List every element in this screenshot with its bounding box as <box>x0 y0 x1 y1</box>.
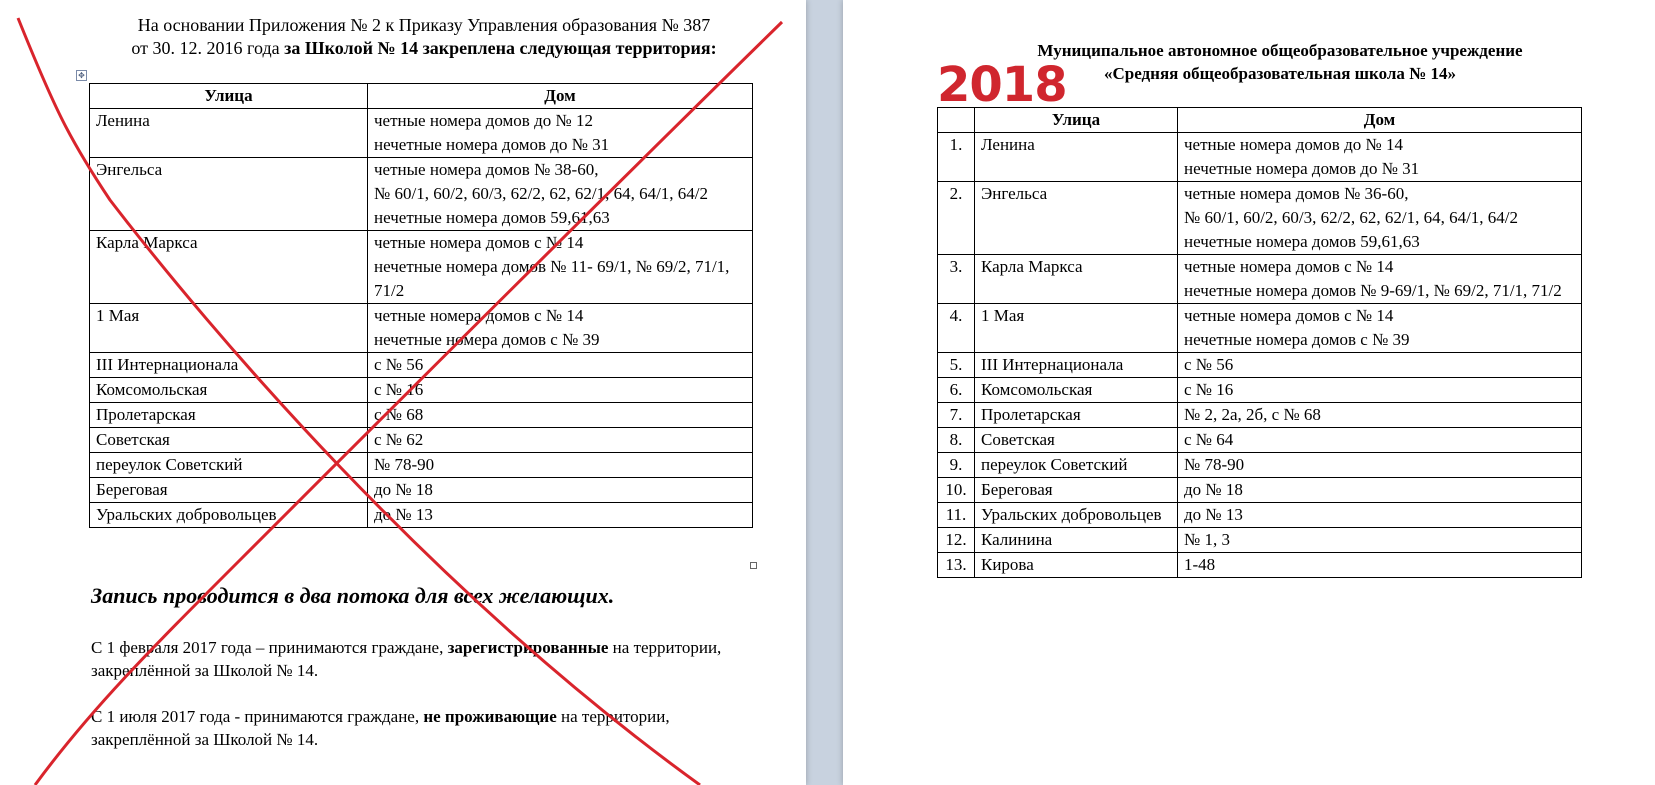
table-row <box>90 403 753 428</box>
para-2-text: С 1 июля 2017 года - принимаются граждане, <box>91 707 424 726</box>
house-line: № 1, 3 <box>1184 530 1230 549</box>
intro-line-1: На основании Приложения № 2 к Приказу Управления образования № 387 <box>137 15 711 35</box>
column-header-house: Дом <box>368 84 753 109</box>
table-row <box>90 428 753 453</box>
table-row <box>938 304 1582 353</box>
intro-line-2 <box>104 37 744 60</box>
house-cell <box>1178 304 1582 353</box>
table-row <box>90 478 753 503</box>
house-line: № 2, 2а, 2б, с № 68 <box>1184 405 1321 424</box>
row-number-cell: 11. <box>938 503 975 528</box>
house-cell <box>1178 182 1582 255</box>
para-1-text: С 1 февраля 2017 года – принимаются граждане, <box>91 638 448 657</box>
street-cell: Калинина <box>975 528 1178 553</box>
house-cell <box>1178 478 1582 503</box>
school-title-line-2: «Средняя общеобразовательная школа № 14» <box>1104 64 1456 83</box>
table-row <box>938 378 1582 403</box>
street-cell: Береговая <box>975 478 1178 503</box>
house-cell <box>1178 503 1582 528</box>
house-cell <box>1178 528 1582 553</box>
street-cell: Карла Маркса <box>975 255 1178 304</box>
old-territory-table <box>89 83 753 528</box>
intro-line-2-bold: за Школой № 14 закреплена следующая территория: <box>284 38 717 58</box>
house-line: нечетные номера домов № 11- 69/1, № 69/2, 71/1, 71/2 <box>374 257 730 300</box>
table-move-handle-icon[interactable]: ✥ <box>76 70 87 81</box>
row-number-cell: 6. <box>938 378 975 403</box>
row-number-cell: 2. <box>938 182 975 255</box>
street-cell: переулок Советский <box>90 453 368 478</box>
street-cell: Карла Маркса <box>90 231 368 304</box>
para-1-bold: зарегистрированные <box>447 638 609 657</box>
house-line: с № 64 <box>1184 430 1234 449</box>
house-line: 1-48 <box>1184 555 1216 574</box>
enrollment-headline: Запись проводится в два потока для всех желающих. <box>91 583 615 608</box>
column-header-number <box>938 108 975 133</box>
street-cell: Пролетарская <box>975 403 1178 428</box>
house-line: нечетные номера домов с № 39 <box>374 330 600 349</box>
year-label: 2018 <box>937 57 1067 113</box>
house-line: нечетные номера домов 59,61,63 <box>1184 232 1420 251</box>
house-cell <box>368 158 753 231</box>
street-cell: Комсомольская <box>90 378 368 403</box>
house-line: № 60/1, 60/2, 60/3, 62/2, 62, 62/1, 64, 64/1, 64/2 <box>374 184 709 203</box>
table-row <box>938 255 1582 304</box>
table-row <box>90 304 753 353</box>
street-cell: переулок Советский <box>975 453 1178 478</box>
para-2-text-end: на территории, закреплённой за Школой № 14. <box>91 707 670 749</box>
table-row <box>90 453 753 478</box>
house-line: с № 68 <box>374 405 424 424</box>
street-cell: III Интернационала <box>90 353 368 378</box>
intro-line-2-prefix: от 30. 12. 2016 года <box>131 38 285 58</box>
house-line: с № 16 <box>1184 380 1234 399</box>
table-row <box>90 503 753 528</box>
house-line: с № 56 <box>374 355 424 374</box>
table-header-row <box>938 108 1582 133</box>
table-row <box>938 182 1582 255</box>
house-line: четные номера домов до № 12 <box>374 111 593 130</box>
row-number-cell: 10. <box>938 478 975 503</box>
street-cell: Энгельса <box>90 158 368 231</box>
table-row <box>938 353 1582 378</box>
house-cell <box>368 304 753 353</box>
row-number-cell: 7. <box>938 403 975 428</box>
house-line: четные номера домов с № 14 <box>374 233 584 252</box>
table-row <box>938 528 1582 553</box>
house-line: № 60/1, 60/2, 60/3, 62/2, 62, 62/1, 64, 64/1, 64/2 <box>1184 208 1519 227</box>
table-row <box>90 378 753 403</box>
house-cell <box>368 109 753 158</box>
street-cell: Ленина <box>90 109 368 158</box>
street-cell: Пролетарская <box>90 403 368 428</box>
enrollment-paragraph-1 <box>91 636 751 682</box>
row-number-cell: 4. <box>938 304 975 353</box>
street-cell: Кирова <box>975 553 1178 578</box>
house-cell <box>1178 378 1582 403</box>
new-territory-table <box>937 107 1582 578</box>
street-cell: Энгельса <box>975 182 1178 255</box>
house-line: нечетные номера домов до № 31 <box>1184 159 1420 178</box>
house-cell <box>368 353 753 378</box>
house-cell <box>368 403 753 428</box>
house-line: четные номера домов с № 14 <box>1184 257 1394 276</box>
row-number-cell: 12. <box>938 528 975 553</box>
table-row <box>90 353 753 378</box>
house-line: № 78-90 <box>374 455 435 474</box>
table-row <box>938 503 1582 528</box>
house-line: с № 56 <box>1184 355 1234 374</box>
house-cell <box>1178 428 1582 453</box>
row-number-cell: 8. <box>938 428 975 453</box>
house-line: четные номера домов № 36-60, <box>1184 184 1409 203</box>
table-row <box>938 403 1582 428</box>
table-row <box>938 553 1582 578</box>
school-title-line-1: Муниципальное автономное общеобразовательное учреждение <box>1037 41 1523 60</box>
house-line: четные номера домов с № 14 <box>1184 306 1394 325</box>
house-line: № 78-90 <box>1184 455 1245 474</box>
house-cell <box>1178 403 1582 428</box>
street-cell: Комсомольская <box>975 378 1178 403</box>
street-cell: Ленина <box>975 133 1178 182</box>
column-header-house: Дом <box>1178 108 1582 133</box>
page-gutter <box>806 0 843 785</box>
house-line: с № 62 <box>374 430 424 449</box>
street-cell: 1 Мая <box>90 304 368 353</box>
house-line: нечетные номера домов 59,61,63 <box>374 208 610 227</box>
table-row <box>938 428 1582 453</box>
house-cell <box>1178 255 1582 304</box>
house-line: до № 18 <box>1184 480 1243 499</box>
intro-text <box>104 14 744 60</box>
street-cell: Уральских добровольцев <box>90 503 368 528</box>
street-cell: III Интернационала <box>975 353 1178 378</box>
house-cell <box>368 478 753 503</box>
house-line: четные номера домов до № 14 <box>1184 135 1403 154</box>
house-line: до № 18 <box>374 480 433 499</box>
house-line: до № 13 <box>1184 505 1243 524</box>
street-cell: Советская <box>975 428 1178 453</box>
table-row <box>90 231 753 304</box>
house-cell <box>368 503 753 528</box>
street-cell: Береговая <box>90 478 368 503</box>
enrollment-paragraph-2 <box>91 705 751 751</box>
table-row <box>90 158 753 231</box>
row-number-cell: 13. <box>938 553 975 578</box>
left-document-page <box>0 0 806 785</box>
column-header-street: Улица <box>90 84 368 109</box>
row-number-cell: 5. <box>938 353 975 378</box>
house-line: до № 13 <box>374 505 433 524</box>
house-cell <box>1178 453 1582 478</box>
para-1-text-end: на территории, закреплённой за Школой № 14. <box>91 638 722 680</box>
table-row <box>90 109 753 158</box>
house-line: четные номера домов № 38-60, <box>374 160 599 179</box>
table-resize-handle[interactable] <box>750 562 757 569</box>
house-cell <box>1178 133 1582 182</box>
house-line: с № 16 <box>374 380 424 399</box>
house-cell <box>368 428 753 453</box>
house-cell <box>1178 553 1582 578</box>
house-line: нечетные номера домов до № 31 <box>374 135 610 154</box>
table-row <box>938 453 1582 478</box>
row-number-cell: 9. <box>938 453 975 478</box>
house-cell <box>368 231 753 304</box>
house-line: нечетные номера домов с № 39 <box>1184 330 1410 349</box>
street-cell: Советская <box>90 428 368 453</box>
house-line: четные номера домов с № 14 <box>374 306 584 325</box>
row-number-cell: 1. <box>938 133 975 182</box>
house-line: нечетные номера домов № 9-69/1, № 69/2, 71/1, 71/2 <box>1184 281 1562 300</box>
house-cell <box>368 453 753 478</box>
para-2-bold: не проживающие <box>423 707 557 726</box>
table-row <box>938 478 1582 503</box>
row-number-cell: 3. <box>938 255 975 304</box>
column-header-street: Улица <box>975 108 1178 133</box>
house-cell <box>368 378 753 403</box>
table-header-row <box>90 84 753 109</box>
street-cell: Уральских добровольцев <box>975 503 1178 528</box>
school-title <box>980 39 1580 85</box>
street-cell: 1 Мая <box>975 304 1178 353</box>
table-row <box>938 133 1582 182</box>
house-cell <box>1178 353 1582 378</box>
